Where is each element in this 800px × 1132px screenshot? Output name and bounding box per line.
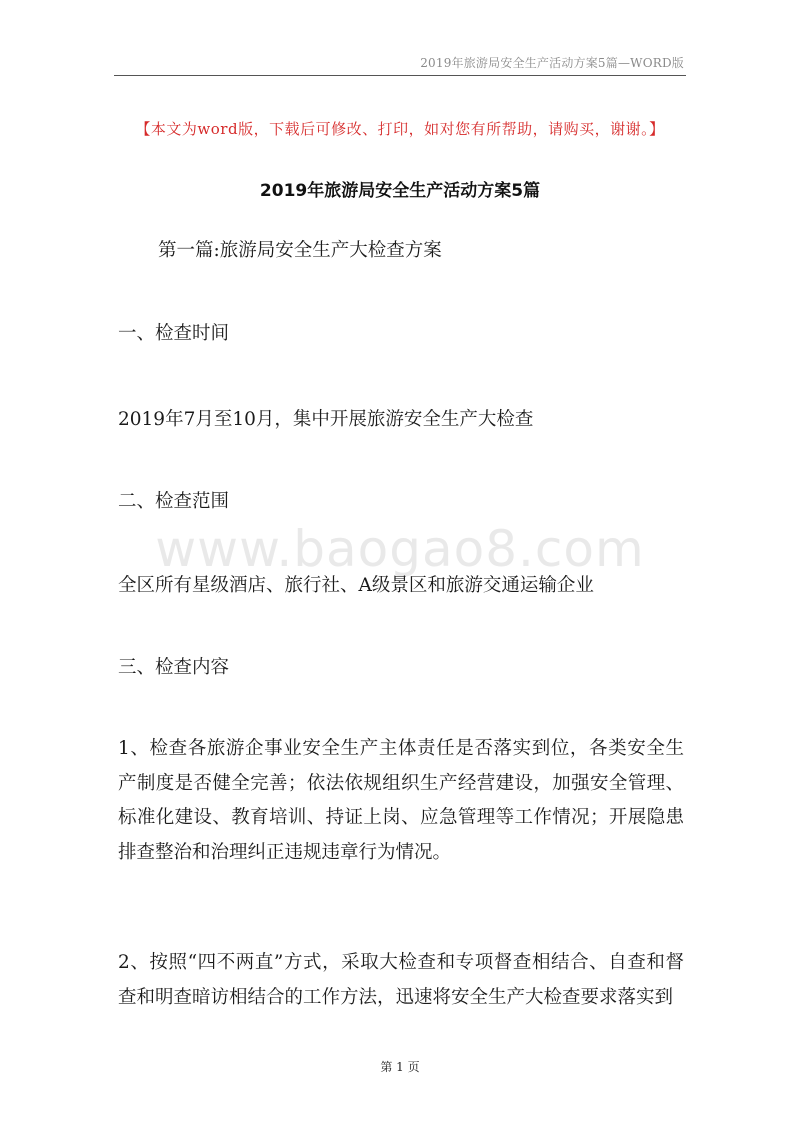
watermark: www.baogao8.com	[155, 520, 645, 578]
running-header-title: 2019年旅游局安全生产活动方案5篇—WORD版	[420, 56, 684, 70]
section-heading-time: 一、检查时间	[118, 323, 230, 344]
purchase-notice: 【本文为word版，下载后可修改、打印，如对您有所帮助，请购买，谢谢。】	[135, 120, 665, 138]
chapter-heading: 第一篇:旅游局安全生产大检查方案	[158, 240, 442, 261]
section-heading-scope: 二、检查范围	[118, 491, 230, 512]
content-item-2: 2、按照“四不两直”方式，采取大检查和专项督查相结合、自查和督查和明查暗访相结合的工作方法，迅速将安全生产大检查要求落实到	[118, 952, 684, 1008]
page-number: 第 1 页	[380, 1060, 420, 1074]
content-item-1: 1、检查各旅游企事业安全生产主体责任是否落实到位，各类安全生产制度是否健全完善；依法依规组织生产经营建设，加强安全管理、标准化建设、教育培训、持证上岗、应急管理等工作情况；开展隐患排查整治和治理纠正违规违章行为情况。	[118, 738, 684, 863]
header-divider	[114, 75, 686, 76]
section-heading-content: 三、检查内容	[118, 657, 230, 678]
section-text-time: 2019年7月至10月，集中开展旅游安全生产大检查	[118, 409, 534, 430]
document-title: 2019年旅游局安全生产活动方案5篇	[259, 181, 541, 201]
section-text-scope: 全区所有星级酒店、旅行社、A级景区和旅游交通运输企业	[118, 575, 594, 596]
